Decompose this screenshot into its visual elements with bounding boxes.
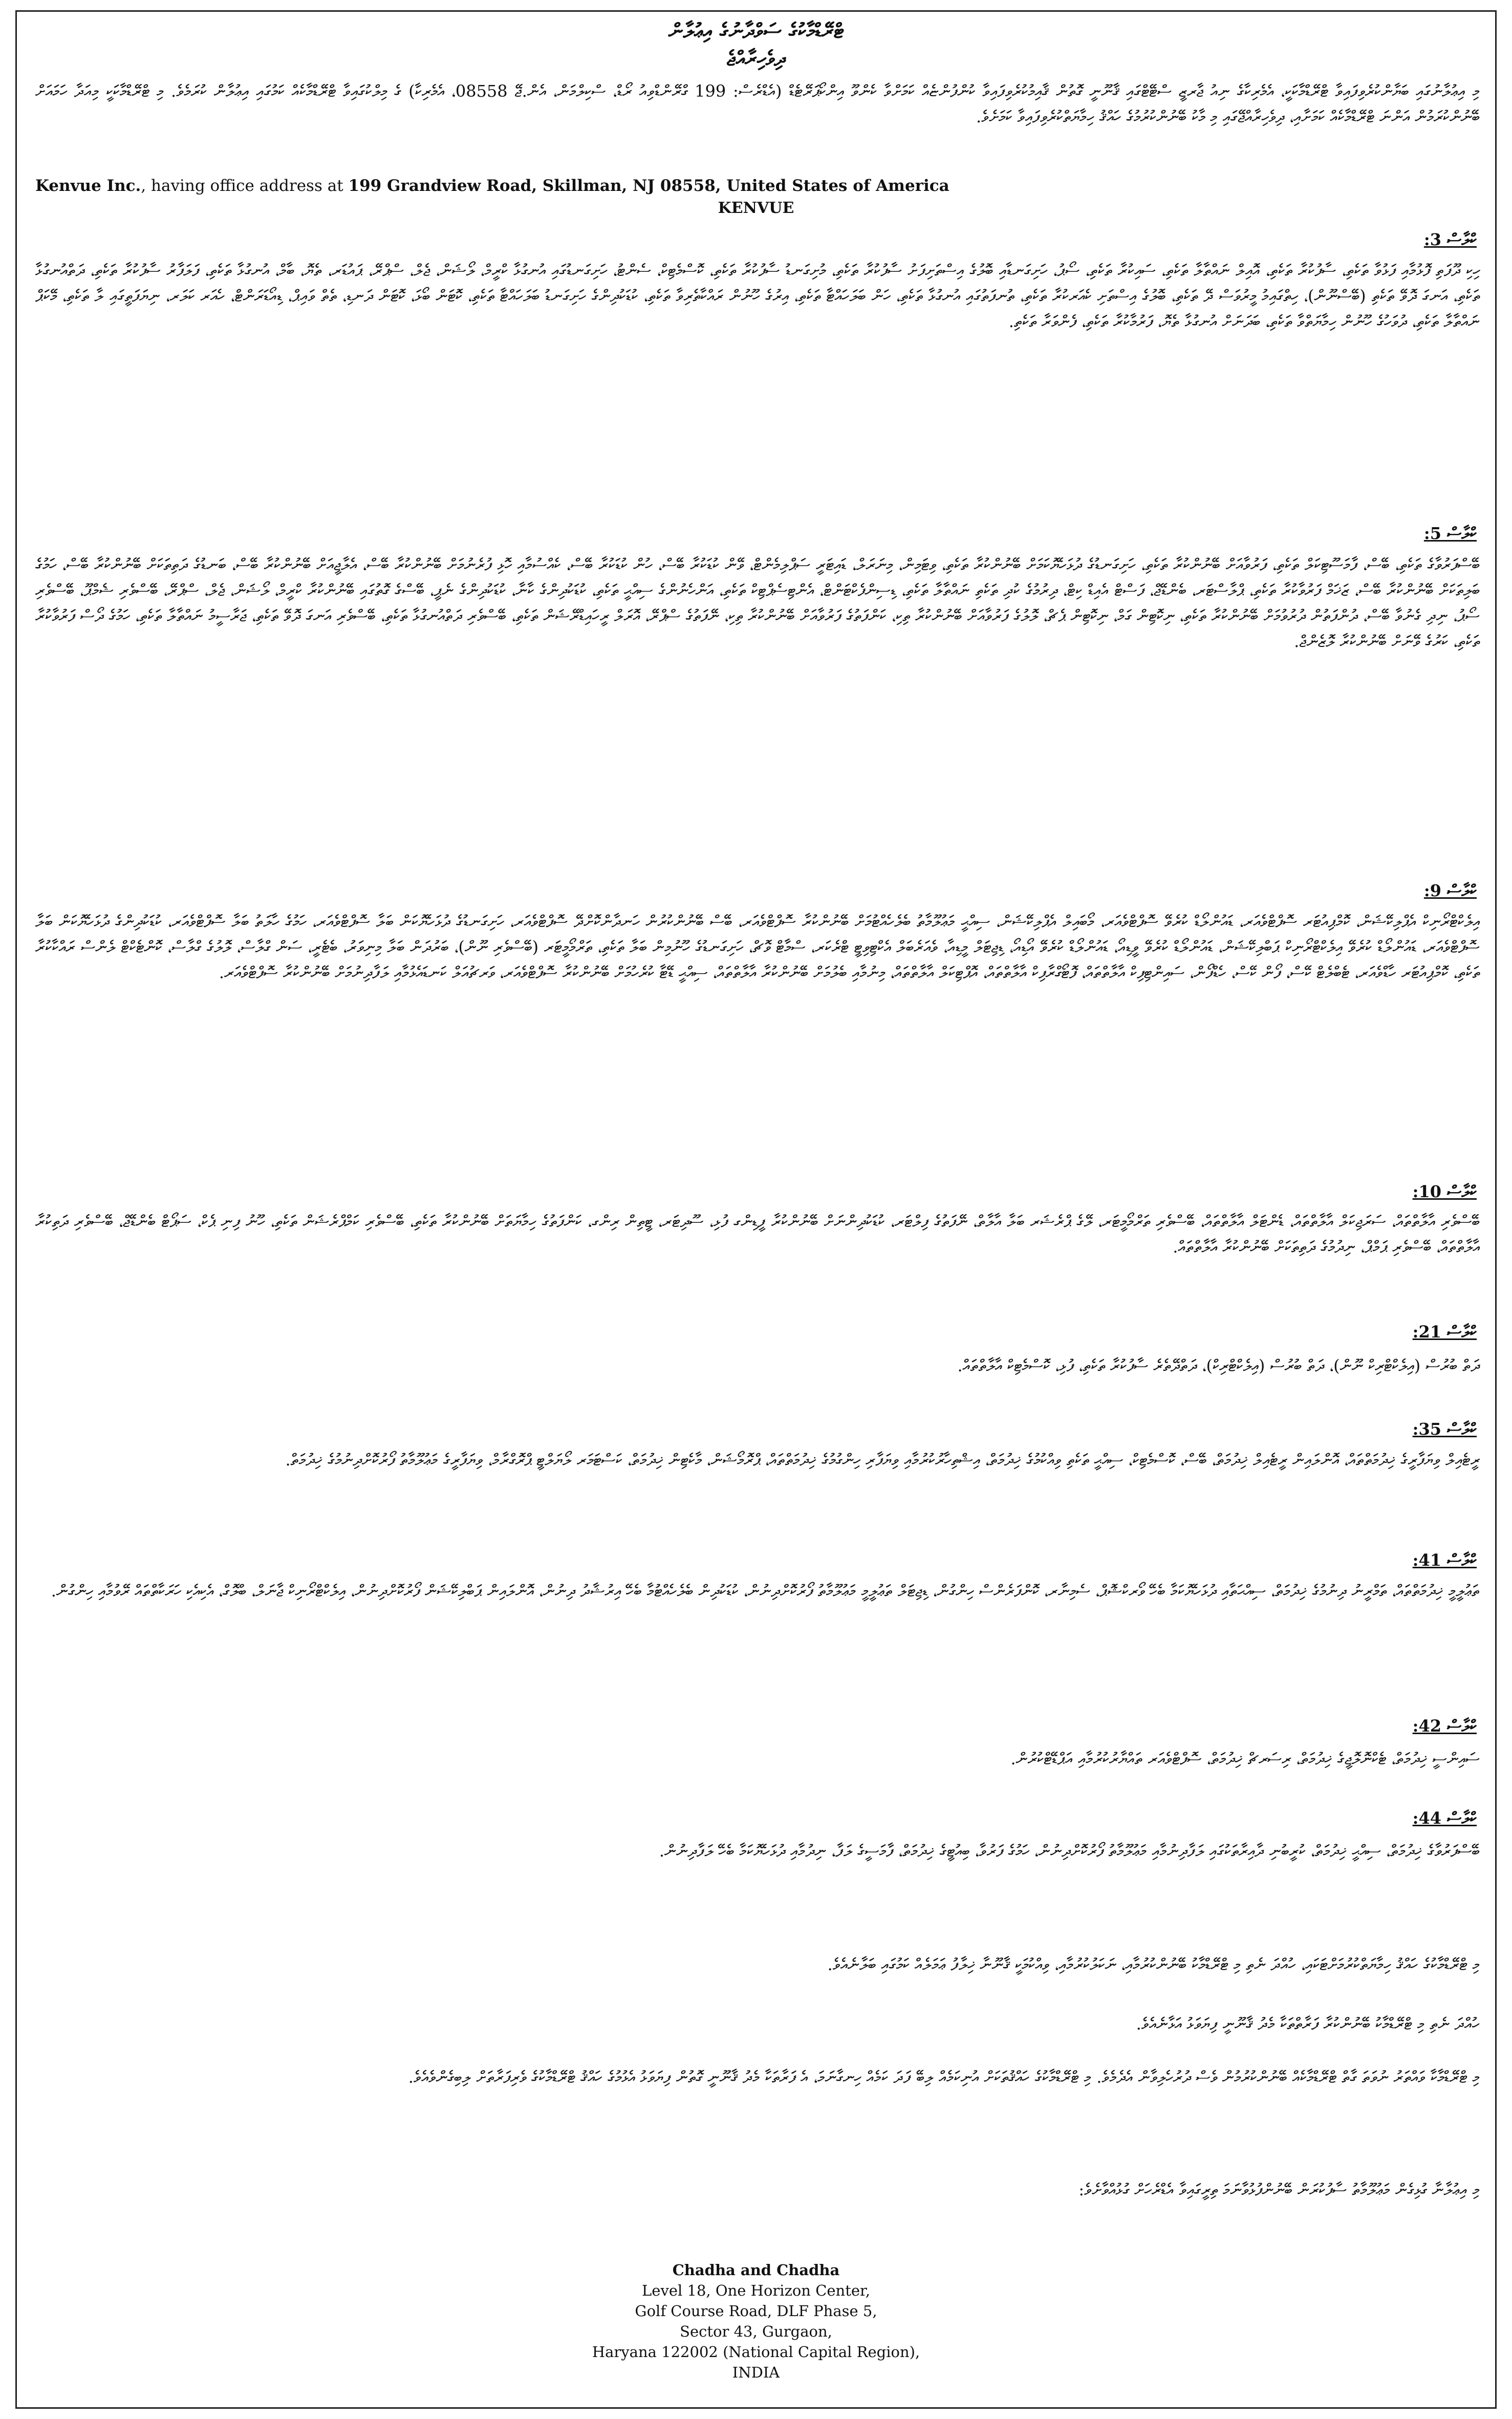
applicant-address: 199 Grandview Road, Skillman, NJ 08558, United States of America bbox=[348, 177, 949, 195]
applicant-connector: , having office address at bbox=[141, 177, 349, 195]
class-3-heading: ކްލާސް 3: bbox=[1423, 230, 1477, 249]
agent-country: INDIA bbox=[732, 2364, 780, 2381]
agent-address-block bbox=[17, 2260, 1495, 2383]
trademark-word: KENVUE bbox=[718, 199, 794, 217]
agent-name: Chadha and Chadha bbox=[672, 2261, 840, 2279]
agent-address-line: Haryana 122002 (National Capital Region), bbox=[592, 2343, 920, 2361]
class-42-heading: ކްލާސް 42: bbox=[1412, 1716, 1477, 1736]
class-41-text: ތަޢުލީމީ ޚިދުމަތްތައް، ތަމްރީނު ދިނުމުގެ ޚިދުމަތް، ސިއްޙަތާއި ދުޅަހެޔޮކަމާ ބެހޭ ވޯރކްޝޮޕް، ސެމިނާރ، ކޮންފަރެންސް ހިންގުން، ޑިޖިޓަލް ތަޢުލީމީ މަޢުލޫމާތު ފޯރުކޮށްދިނުން، ކުޑަކުދިން ބެލެހެއްޓުމާ ބެހޭ އިރުޝާދު ދިނުން، އޮންލައިން ޕަބްލިކޭޝަން ފޯރުކޮށްދިނުން، އިލެކްޓްރޯނިކް ޖާނަލް، ބްލޮގް، އެކިއެކި ހަރަކާތްތައް ރޭވުމާއި ހިންގުން. bbox=[51, 1581, 1480, 1601]
intro-paragraph: މި އިޢުލާނުގައި ބަޔާންކުރެވިފައިވާ ޓްރޭޑްމާކަކީ، އެމެރިކާގެ ނިއު ޖާރޒީ ސްޓޭޓްގައި ޤާނޫނީ ގޮތުން ޤާއިމުކުރެވިފައިވާ ކުންފުންޏެއް ކަމަށްވާ ކެންވޫ އިންކޯޕަރޭޓެޑް (އެޑްރެސް: 199 ގްރޭންޑްވިއު ރޯޑް، ސްކިލްމަން، އެން.ޖޭ 08558، އެމެރިކާ) ގެ މިލްކުގައިވާ ޓްރޭޑްމާކެއް ކަމުގައި އިޢުލާން ކުރަމެވެ. މި ޓްރޭޑްމާކަކީ މިއަދާ ހަމައަށް ބޭނުންކުރަމުން އަންނަ ޓްރޭޑްމާކެއް ކަމަށާއި، ދިވެހިރާއްޖޭގައި މި މާކު ބޭނުންކުރުމުގެ ހައްޤު ހިމާޔަތްކުރެވިފައިވާ ކަމަށެވެ. bbox=[35, 81, 1480, 126]
note-paragraph-2: ހުއްދަ ނެތި މި ޓްރޭޑްމާކު ބޭނުންކުރާ ފަރާތްތަކާ މެދު ޤާނޫނީ ފިޔަވަޅު އަޅާނެއެވެ. bbox=[1136, 2014, 1480, 2034]
class-5-heading: ކްލާސް 5: bbox=[1423, 524, 1477, 543]
class-9-text: އިލެކްޓްރޯނިކް އެޕްލިކޭޝަން، ކޮމްޕިއުޓަރ ސޮފްޓްވެއަރ، ޑައުންލޯޑް ކުރެވޭ ސޮފްޓްވެއަރ، މޯބައިލް އެޕްލިކޭޝަން، ސިއްޙީ މަޢުލޫމާތު ބެލެހެއްޓުމަށް ބޭނުންކުރާ ސޮފްޓްވެއަރ، ބޭސް ބޭނުންކުރުން ހަނދާންކޮށްދޭ ސޮފްޓްވެއަރ، ހަށިގަނޑުގެ ދުޅަހެޔޮކަން ބަލާ ސޮފްޓްވެއަރ، ހަމުގެ ހާލަތު ބަލާ ސޮފްޓްވެއަރ، ކުޑަކުދިންގެ ދުޅަހެޔޮކަން ބަލާ ސޮފްޓްވެއަރ، ޑައުންލޯޑް ކުރެވޭ އިލެކްޓްރޯނިކް ޕަބްލިކޭޝަން، ޑައުންލޯޑް ކުރެވޭ ވީޑިއޯ، ޑައުންލޯޑް ކުރެވޭ އޯޑިއޯ، ޑިޖިޓަލް މީޑިއާ، ވެއަރެބަލް އެކްޓިވިޓީ ޓްރެކަރ، ސްމާޓް ވޮޗް، ހަށިގަނޑުގެ ހޫނުމިން ބަލާ ތަކެތި، ތަރްމޯމީޓަރ (ބޭސްވެރި ނޫން)، ބަރުދަން ބަލާ މިނިވަރު، ބެޓެރީ، ސަން ގްލާސް، ލޮލުގެ ގްލާސް، ކޮންޓެކްޓް ލެންސް ރައްކާކުރާ ތަކެތި، ކޮމްޕިއުޓަރ ހާޑްވެއަރ، ޓެބްލެޓް ކޭސް، ފޯން ކޭސް، ހެޑްފޯން، ސައިންޓިފިކް އާލާތްތައް، ފޮޓޯގްރާފިކް އާލާތްތައް، އޮޕްޓިކަލް އާލާތްތައް، މިނުމާއި ބެލުމަށް ބޭނުންކުރާ އާލާތްތައް، ސިއްޙީ ޑޭޓާ ކުރެހުމަށް ބޭނުންކުރާ ސޮފްޓްވެއަރ، ވަރޗުއަލް ކަނޑައެޅުމާއި ލަފާދިނުމަށް ބޭނުންކުރާ ސޮފްޓްވެއަރ. bbox=[35, 912, 1480, 982]
class-21-heading: ކްލާސް 21: bbox=[1412, 1322, 1477, 1342]
note-paragraph-3: މި ޓްރޭޑްމާކާ ވައްތަރު ނުވަތަ ގާތް ޓްރޭޑްމާކެއް ބޭނުންކުރުމުން ވެސް ދުރުހެލިވާން އެދެމެވެ. މި ޓްރޭޑްމާކުގެ ހައްޤުތަކަށް އުނިކަމެއް ލިބޭ ފަދަ ކަމެއް ހިނގާނަމަ، އެ ފަރާތަކާ މެދު ޤާނޫނީ ގޮތުން ފިޔަވަޅު އެޅުމުގެ ހައްޤު ޓްރޭޑްމާކުގެ ވެރިފަރާތަށް ލިބިގެންވެއެވެ. bbox=[408, 2067, 1480, 2087]
notice-subtitle: ދިވެހިރާއްޖެ bbox=[726, 47, 786, 71]
class-41-heading: ކްލާސް 41: bbox=[1412, 1550, 1477, 1570]
note-paragraph-1: މި ޓްރޭޑްމާކުގެ ހައްޤު ހިމާޔަތްކުރުމަށްޓަކައި، ހުއްދަ ނެތި މި ޓްރޭޑްމާކު ބޭނުންކުރުމާއި، ނަކަލުކުރުމާއި، ވިއްކުމަކީ ޤާނޫނާ ޚިލާފު ޢަމަލެއް ކަމުގައި ބަލާނެއެވެ. bbox=[827, 1955, 1480, 1974]
class-21-text: ދަތް ބުރުސް (އިލެކްޓްރިކް ނޫން)، ދަތް ބުރުސް (އިލެކްޓްރިކް)، ދަތްދޭތެރެ ސާފުކުރާ ތަކެތި، ފުޅި، ކޮސްމެޓިކް އާލާތްތައް. bbox=[957, 1356, 1480, 1375]
class-10-heading: ކްލާސް 10: bbox=[1412, 1182, 1477, 1201]
notice-page bbox=[15, 10, 1497, 2409]
class-10-text: ބޭސްވެރި އާލާތްތައް، ސަރަޖިކަލް އާލާތްތައް، ޑެންޓަލް އާލާތްތައް، ބޭސްވެރި ތަރްމޯމީޓަރ، ލޭގެ ޕްރެޝަރ ބަލާ އާލާތް، ނޭފަތުގެ ފިލްޓަރ، ކުޑަކުދިންނަށް ބޭނުންކުރާ ފީޑިންގ ފުޅި، ސޫދިޓަރ، ޓީތިން ރިންގ، ކަންފަތުގެ ހިމާޔަތަށް ބޭނުންކުރާ ތަކެތި، ބޭސްވެރި ކަމްޕްރެޝަން ތަކެތި، ހޫނު ފިނި ޕެކް، ސަޕޯޓް ބެންޑޭޖް، ބޭސްވެރި ދަތިކުރާ އާލާތްތައް، ބޭސްވެރި ޕަމްޕް، ނިދުމުގެ ދަތިތަކަށް ބޭނުންކުރާ އާލާތްތައް. bbox=[35, 1212, 1480, 1257]
class-42-text: ސައިންސީ ޚިދުމަތް، ޓެކްނޮލޮޖީގެ ޚިދުމަތް، ރިސަރޗް ޚިދުމަތް، ސޮފްޓްވެއަރ ތައްޔާރުކުރުމާއި އަޕްޑޭޓްކުރުން. bbox=[1010, 1749, 1480, 1768]
agent-address-line: Level 18, One Horizon Center, bbox=[642, 2282, 870, 2299]
note-paragraph-4: މި އިޢުލާނާ ގުޅިގެން މަޢުލޫމާތު ސާފުކުރަން ބޭނުންފުޅުވާނަމަ ތިރީގައިވާ އެޑްރެހަށް ގުޅުއްވާށެވެ: bbox=[1078, 2180, 1480, 2199]
class-44-text: ބޭސްފަރުވާގެ ޚިދުމަތް، ސިއްޙީ ޚިދުމަތް، ކުރީބުނި ދާއިރާތަކުގައި ލަފާދިނުމާއި މަޢުލޫމާތު ފޯރުކޮށްދިނުން، ހަމުގެ ފަރުވާ، ބިއުޓީގެ ޚިދުމަތް، ފާމަސީގެ ލަފާ، ނިދުމާއި ދުޅަހެޔޮކަމާ ބެހޭ ލަފާދިނުން. bbox=[659, 1841, 1480, 1861]
class-35-heading: ކްލާސް 35: bbox=[1412, 1419, 1477, 1439]
agent-address-line: Sector 43, Gurgaon, bbox=[680, 2323, 832, 2340]
class-44-heading: ކްލާސް 44: bbox=[1412, 1808, 1477, 1828]
applicant-name: Kenvue Inc. bbox=[35, 177, 141, 195]
applicant-line bbox=[35, 177, 949, 195]
class-5-text: ބޭސްފަރުވާގެ ތަކެތި، ބޭސް، ފާމަސޫޓިކަލް ތަކެތި، ފަރުވާއަށް ބޭނުންކުރާ ތަކެތި، ހަށިގަނޑުގެ ދުޅަހެޔޮކަމަށް ބޭނުންކުރާ ތަކެތި، ވިޓަމިން، މިނަރަލް، ޑައިޓަރީ ސަޕްލިމެންޓް، ވޭން ކުޑަކުރާ ބޭސް، ހުން ކުޑަކުރާ ބޭސް، ކެއްސުމާއި ހޮޅި ފުރެނުމަށް ބޭނުންކުރާ ބޭސް، އެލާޖީއަށް ބޭނުންކުރާ ބޭސް، ބަނޑުގެ ދަތިތަކަށް ބޭނުންކުރާ ބޭސް، ހަމުގެ ބަލިތަކަށް ބޭނުންކުރާ ބޭސް، ޒަޚަމް ފަރުވާކުރާ ތަކެތި، ޕްލާސްޓަރ، ބެންޑޭޖް، ފަސްޓް އެއިޑް ކިޓް، ދިރުމުގެ ކުދި ތަކެތި ނައްތާލާ ތަކެތި، ޑިސިންފެކްޓަންޓް، އެންޓިސެޕްޓިކް ތަކެތި، އަންހެނުންގެ ސިއްޙީ ތަކެތި، ކުޑަކުދިންގެ ކާނާ، ކުޑަކުދިންގެ ނެޕީ، ބޭސްގެ ގޮތުގައި ބޭނުންކުރާ ކްރީމް، ލޯޝަން، ޖެލް، ސްޕްރޭ، ބޭސްވެރި ޝެމްޕޫ، ބޭސްވެރި ސޯޕު، ނިދި ގެނުވާ ބޭސް، ދުންފަތުން ދުރުވުމަށް ބޭނުންކުރާ ތަކެތި، ނިކޮޓިން ގަމް، ނިކޮޓިން ޕެޗް، ލޮލުގެ ފަރުވާއަށް ބޭނުންކުރާ ތިކި، ކަންފަތުގެ ފަރުވާއަށް ބޭނުންކުރާ ތިކި، ނޭފަތުގެ ސްޕްރޭ، އޮރަލް ރީހައިޑްރޭޝަން ތަކެތި، ބޭސްވެރި ދަތްއުނގުޅާ ތަކެތި، ބޭސްވެރި އަނގަ ދޮވޭ ތަކެތި، ޖަރާސީމު ނައްތާލާ ތަކެތި، ހަމުގެ ދޯސް ފަރުވާކުރާ ތަކެތި، ކަރުގެ ވޭނަށް ބޭނުންކުރާ ލޮޒެންޖް. bbox=[35, 555, 1480, 651]
class-3-text: ހިކި ދޫފަތި ފޮޅުމާއި ފަޅުވާ ތަކެތި، ސާފުކުރާ ތަކެތި، އޮއިލް ނައްތާލާ ތަކެތި، ސައިކުރާ ތަކެތި، ސޯޕު، ހަށިގަނޑާއި ބޮލުގެ އިސްތަށިފަށު ސާފުކުރާ ތަކެތި، މުށިގަނޑު ސާފުކުރާ ތަކެތި، ކޮސްމެޓިކް، ސެންޓު، ހަށިގަނޑުގައި އުނގުޅާ ކްރީމް، ލޯޝަން، ޖެލް، ސްޕްރޭ، ޕައުޑަރ، ތެޔޮ، ބާމް، އުނގުޅާ ތަކެތި، ފަލަފާރު ސާފުކުރާ ތަކެތި، ދަތްއުނގުޅާ ތަކެތި، އަނގަ ދޮވޭ ތަކެތި (ބޭސްނޫން)، ހިތްގައިމު މީރުވަސް ދޭ ތަކެތި، ބޮލުގެ އިސްތަށި ކެއަރކުރާ ތަކެތި، ތުނފަތުގައި އުނގުޅާ ތަކެތި، ހަން ބަލަހައްޓާ ތަކެތި، އިރުގެ ހޫނުން ރައްކާތެރިވާ ތަކެތި، ކުޑަކުދިންގެ ހަށިގަނޑު ބަލަހައްޓާ ތަކެތި، ކޮޓަން ބޯޅަ، ކޮޓަން ދަނޑި، ތެތް ވައިޕް، ޑިއޯޑަރަންޓް، ހެއަރ ކަލަރ، ނިޔަފަތީގައި ލާ ތަކެތި، މޭކަޕް ނައްތާލާ ތަކެތި، ދުވަހުގެ ހޫނުން ހިމާޔަތްވާ ތަކެތި، ބަދަނަށް އުނގުޅާ ތެޔޮ، ފަރުމާކުރާ ތަކެތި، ފެންވަރާ ތަކެތި. bbox=[35, 261, 1480, 331]
agent-address-line: Golf Course Road, DLF Phase 5, bbox=[635, 2302, 877, 2320]
class-35-text: ރީޓެއިލް ވިޔަފާރީގެ ޚިދުމަތްތައް، އޮންލައިން ރީޓެއިލް ޚިދުމަތް، ބޭސް، ކޮސްމެޓިކް، ސިއްޙީ ތަކެތި ވިއްކުމުގެ ޚިދުމަތް، އިޝްތިހާރުކުރުމާއި ވިޔަފާރި ހިންގުމުގެ ޚިދުމަތްތައް، ޕްރޮމޯޝަން، މާކެޓިން ޚިދުމަތް، ކަސްޓަމަރ ލޯޔަލްޓީ ޕްރޮގްރާމް، ވިޔަފާރީގެ މަޢުލޫމާތު ފޯރުކޮށްދިނުމުގެ ޚިދުމަތް. bbox=[285, 1450, 1480, 1470]
notice-title: ޓްރޭޑްމާކުގެ ސަވްދާނުގެ އިޢުލާން bbox=[668, 19, 844, 43]
class-9-heading: ކްލާސް 9: bbox=[1423, 881, 1477, 900]
